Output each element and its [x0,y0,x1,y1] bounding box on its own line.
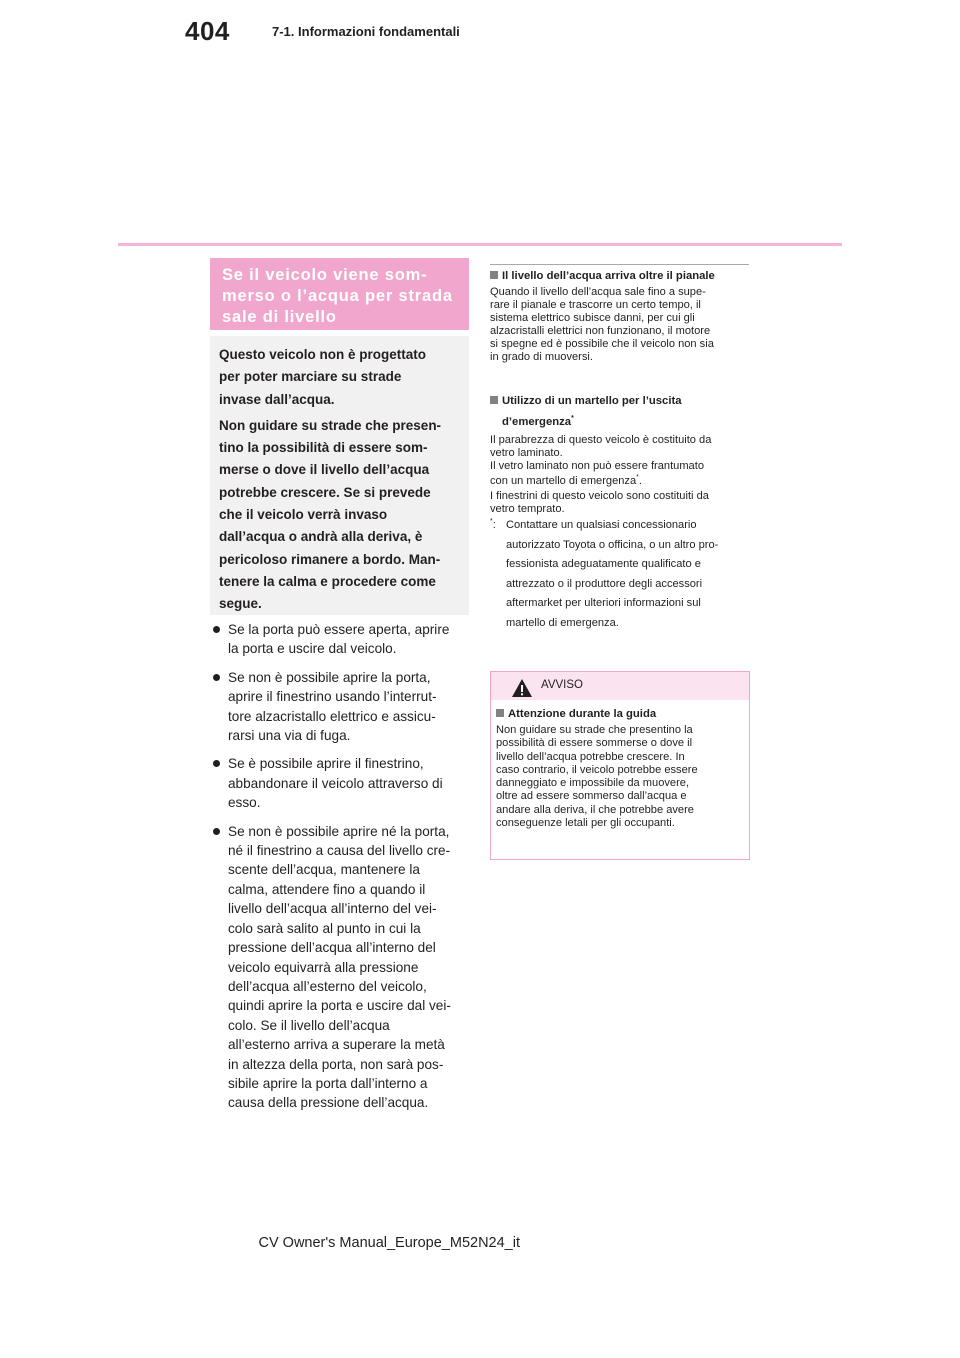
text-line: Non guidare su strade che presen- [219,417,442,433]
footnote-mark: *: [490,518,496,531]
text-line: veicolo equivarrà alla pressione [228,959,419,975]
intro-paragraph [219,344,464,411]
text-line: invase dall’acqua. [219,391,335,407]
text-line: causa della pressione dell’acqua. [228,1095,429,1111]
text-line: quindi aprire la porta e uscire dal vei- [228,998,451,1014]
text-line: né il finestrino a causa del livello cre- [228,843,451,859]
text-line: andare alla deriva, il che potrebbe avere [496,803,694,816]
text-line: . [638,475,642,487]
text-line: sibile aprire la porta dall’interno a [228,1075,428,1091]
text-line: livello dell’acqua potrebbe crescere. In [496,750,685,763]
list-item [210,620,472,659]
subsection-heading [496,704,746,724]
list-item [210,754,472,812]
text-line: in altezza della porta, non sarà pos- [228,1056,444,1072]
header-divider [118,243,842,246]
text-line: Il parabrezza di questo veicolo è costituito da [490,434,712,446]
text-line: possibilità di essere sommerse o dove il [496,737,693,750]
warning-header [491,672,749,700]
subsection-heading [490,391,752,433]
list-item [210,668,472,746]
text-line: colo. Se il livello dell’acqua [228,1017,390,1033]
warning-box [490,671,750,860]
bullet-icon [213,674,220,681]
text-line: fessionista adeguatamente qualificato e [506,558,701,571]
text-line: tore alzacristallo elettrico e assicu- [228,708,436,724]
list-item [210,822,472,1113]
intro-box [210,336,469,615]
text-line: tenere la calma e procedere come [219,573,436,589]
water-level-section [490,266,752,364]
page-number: 404 [185,16,230,46]
text-line: Se non è possibile aprire né la porta, [228,823,450,839]
text-line: danneggiato e impossibile da muovere, [496,777,690,790]
text-line: oltre ad essere sommerso dall’acqua e [496,790,687,803]
text-line: vetro temprato. [490,503,565,515]
warning-body [496,704,746,830]
heading-text: Attenzione durante la guida [508,708,657,720]
text-line: vetro laminato. [490,447,563,459]
subsection-heading [490,266,752,286]
text-line: Questo veicolo non è progettato [219,347,427,362]
text-line: aftermarket per ulteriori informazioni sul [506,597,701,610]
text-line: Se è possibile aprire il finestrino, [228,756,424,772]
heading-text: Utilizzo di un martello per l’uscita [502,395,682,407]
text-line: scente dell’acqua, mantenere la [228,862,420,878]
warning-label: AVVISO [541,679,583,691]
text-line: calma, attendere fino a quando il [228,881,426,897]
warning-triangle-icon [511,678,533,698]
bullet-list [210,620,472,1122]
hammer-section [490,391,752,634]
text-line: Se la porta può essere aperta, aprire [228,622,450,637]
text-line: abbandonare il veicolo attraverso di [228,775,443,791]
warning-text [496,724,746,830]
text-line: conseguenze letali per gli occupanti. [496,817,675,830]
footnote-marker: * [636,474,639,481]
text-line: che il veicolo verrà invaso [219,507,388,523]
intro-text [219,344,464,620]
text-line: tino la possibilità di essere som- [219,440,428,456]
text-line: dell’acqua all’esterno del veicolo, [228,978,427,994]
text-line: Contattare un qualsiasi concessionario [506,519,697,531]
text-line: segue. [219,596,262,612]
text-line: la porta e uscire dal veicolo. [228,641,397,657]
text-line: dall’acqua o andrà alla deriva, è [219,529,423,545]
text-line: esso. [228,795,261,811]
text-line: Non guidare su strade che presentino la [496,724,693,736]
text-line: con un martello di emergenza [490,475,637,487]
text-line: all’esterno arriva a superare la metà [228,1037,445,1053]
text-line: rare il pianale e trascorre un certo tempo, il [490,299,701,311]
text-line: sistema elettrico subisce danni, per cui gli [490,312,695,324]
section-title [222,265,462,328]
square-bullet-icon [496,709,504,717]
text-line: I finestrini di questo veicolo sono costituiti da [490,490,709,502]
square-bullet-icon [490,396,498,404]
text-line: pericoloso rimanere a bordo. Man- [219,551,441,567]
footnote [490,516,752,634]
text-line: in grado di muoversi. [490,351,593,363]
text-line: aprire il finestrino usando l’interrut- [228,689,437,705]
page-footer: CV Owner's Manual_Europe_M52N24_it [258,1235,520,1251]
bullet-icon [213,760,220,767]
text-line: livello dell’acqua all’interno del vei- [228,901,437,917]
text-line: attrezzato o il produttore degli accessori [506,577,703,590]
intro-paragraph [219,415,464,616]
text-line: Quando il livello dell’acqua sale fino a supe- [490,286,706,298]
text-line: per poter marciare su strade [219,369,402,385]
footnote-marker: * [571,415,574,422]
text-line: caso contrario, il veicolo potrebbe essere [496,763,698,776]
text-line: potrebbe crescere. Se si prevede [219,484,431,500]
text-line: Il vetro laminato non può essere frantumato [490,460,704,472]
heading-text: Il livello dell’acqua arriva oltre il pianale [502,270,715,282]
section-title-line: sale di livello [222,308,337,326]
text-line: Se non è possibile aprire la porta, [228,669,431,685]
chapter-title: 7-1. Informazioni fondamentali [272,24,460,39]
body-text [490,434,752,516]
text-line: pressione dell’acqua all’interno del [228,940,436,956]
square-bullet-icon [490,271,498,279]
section-title-box [210,258,469,330]
text-line: rarsi una via di fuga. [228,728,351,744]
text-line: alzacristalli elettrici non funzionano, il motore [490,325,711,337]
text-line: autorizzato Toyota o officina, o un altro pro- [506,538,719,551]
text-line: merse o dove il livello dell’acqua [219,462,430,478]
section-title-line: merso o l’acqua per strada [222,287,453,305]
text-line: colo sarà salito al punto in cui la [228,920,421,936]
bullet-icon [213,626,220,633]
body-text [490,286,752,364]
section-title-line: Se il veicolo viene som- [222,266,428,284]
bullet-icon [213,828,220,835]
text-line: martello di emergenza. [506,616,619,629]
section-divider [490,264,749,265]
heading-text: d’emergenza [502,416,572,428]
text-line: si spegne ed è possibile che il veicolo non sia [490,338,714,350]
